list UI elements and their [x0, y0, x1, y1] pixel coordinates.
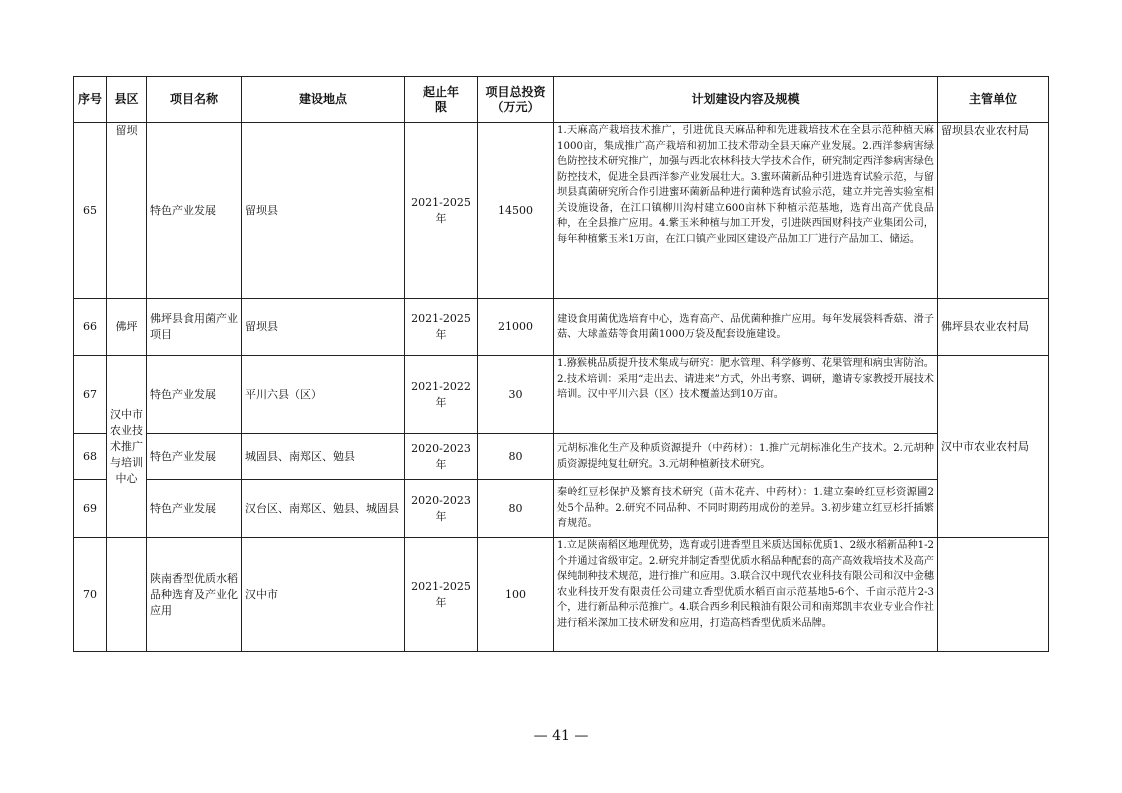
cell-content: 建设食用菌优选培育中心，选育高产、品优菌种推广应用。每年发展袋料香菇、滑子菇、大球盖菇等食用菌1000万袋及配套设施建设。: [554, 299, 938, 356]
cell-name: 特色产业发展: [147, 480, 242, 538]
page-number: — 41 —: [533, 728, 589, 744]
cell-investment: 30: [478, 356, 554, 434]
header-location: 建设地点: [242, 77, 405, 123]
cell-name: 佛坪县食用菌产业项目: [147, 299, 242, 356]
cell-content: 1.天麻高产栽培技术推广，引进优良天麻品种和先进栽培技术在全县示范种植天麻1000亩，集成推广高产栽培和初加工技术带动全县天麻产业发展。2.西洋参病害绿色防控技术研究推广，加强与西北农林科技大学技术合作，研究制定西洋参病害绿色防控技术，促进全县西洋参产业发展壮大。3.蜜环菌新品种引进选育试验示范，与留坝县真菌研究所合作引进蜜环菌新品种进行菌种选育试验示范，建立并完善实验室相关设施设备，在江口镇柳川沟村建立600亩林下种植示范基地，选育出高产优良品种，在全县推广应用。4.紫玉米种植与加工开发，引进陕西国财科技产业集团公司，每年种植紫玉米1万亩，在江口镇产业园区建设产品加工厂进行产品加工、储运。: [554, 123, 938, 299]
cell-county: 佛坪: [107, 299, 147, 356]
cell-location: 汉台区、南郑区、勉县、城固县: [242, 480, 405, 538]
cell-period: 2021-2025年: [405, 538, 478, 652]
project-table: [73, 76, 1049, 652]
cell-county: [107, 538, 147, 652]
cell-investment: 14500: [478, 123, 554, 299]
cell-investment: 80: [478, 434, 554, 480]
cell-name: 陕南香型优质水稻品种选育及产业化应用: [147, 538, 242, 652]
cell-county: 留坝: [107, 123, 147, 299]
cell-content: 1.立足陕南稻区地理优势，选育或引进香型且米质达国标优质1、2级水稻新品种1-2个并通过省级审定。2.研究并制定香型优质水稻品种配套的高产高效栽培技术及高产保纯制种技术规范，进行推广和应用。3.联合汉中现代农业科技有限公司和汉中金穗农业科技开发有限责任公司建立香型优质水稻百亩示范基地5-6个、千亩示范片2-3个，进行新品种示范推广。4.联合西乡利民粮油有限公司和南郑凯丰农业专业合作社进行稻米深加工技术研发和应用，打造高档香型优质米品牌。: [554, 538, 938, 652]
table-row: [74, 123, 1049, 299]
cell-investment: 21000: [478, 299, 554, 356]
table-row: [74, 480, 1049, 538]
cell-no: 69: [74, 480, 107, 538]
cell-investment: 80: [478, 480, 554, 538]
cell-unit: [938, 538, 1049, 652]
cell-no: 65: [74, 123, 107, 299]
cell-no: 66: [74, 299, 107, 356]
cell-location: 留坝县: [242, 123, 405, 299]
cell-content: 秦岭红豆杉保护及繁育技术研究（苗木花卉、中药材）：1.建立秦岭红豆杉资源圃2处5个品种。2.研究不同品种、不同时期药用成份的差异。3.初步建立红豆杉扦插繁育规范。: [554, 480, 938, 538]
cell-investment: 100: [478, 538, 554, 652]
header-name: 项目名称: [147, 77, 242, 123]
cell-unit: 留坝县农业农村局: [938, 123, 1049, 299]
cell-period: 2021-2025年: [405, 123, 478, 299]
table-row: [74, 538, 1049, 652]
cell-no: 67: [74, 356, 107, 434]
header-row: [74, 77, 1049, 123]
cell-unit: 佛坪县农业农村局: [938, 299, 1049, 356]
cell-location: 城固县、南郑区、勉县: [242, 434, 405, 480]
cell-no: 70: [74, 538, 107, 652]
cell-period: 2020-2023年: [405, 480, 478, 538]
cell-period: 2021-2022年: [405, 356, 478, 434]
cell-unit: 汉中市农业农村局: [938, 356, 1049, 538]
cell-content: 元胡标准化生产及种质资源提升（中药材）：1.推广元胡标准化生产技术。2.元胡种质资源提纯复壮研究。3.元胡种植新技术研究。: [554, 434, 938, 480]
cell-location: 平川六县（区）: [242, 356, 405, 434]
cell-name: 特色产业发展: [147, 356, 242, 434]
header-unit: 主管单位: [938, 77, 1049, 123]
cell-name: 特色产业发展: [147, 434, 242, 480]
cell-period: 2021-2025年: [405, 299, 478, 356]
cell-location: 汉中市: [242, 538, 405, 652]
cell-location: 留坝县: [242, 299, 405, 356]
header-investment: 项目总投资（万元）: [478, 77, 554, 123]
header-county: 县区: [107, 77, 147, 123]
table-row: [74, 299, 1049, 356]
table-row: [74, 356, 1049, 434]
header-no: 序号: [74, 77, 107, 123]
cell-content: 1.猕猴桃品质提升技术集成与研究：肥水管理、科学修剪、花果管理和病虫害防治。2.技术培训：采用“走出去、请进来”方式，外出考察、调研，邀请专家教授开展技术培训。汉中平川六县（区）技术覆盖达到10万亩。: [554, 356, 938, 434]
table-row: [74, 434, 1049, 480]
header-period: 起止年限: [405, 77, 478, 123]
header-content: 计划建设内容及规模: [554, 77, 938, 123]
cell-county: 汉中市农业技术推广与培训中心: [107, 356, 147, 538]
cell-name: 特色产业发展: [147, 123, 242, 299]
cell-no: 68: [74, 434, 107, 480]
cell-period: 2020-2023年: [405, 434, 478, 480]
